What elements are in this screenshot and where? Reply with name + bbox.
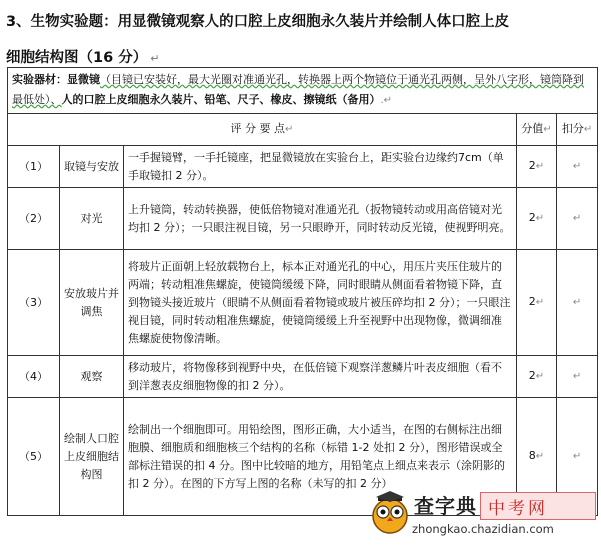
materials-tail: .↵ bbox=[380, 95, 393, 106]
row-deduct: ↵ bbox=[557, 356, 598, 398]
table-row bbox=[8, 250, 598, 356]
table-row bbox=[8, 356, 598, 398]
materials-label: 实验器材： bbox=[12, 73, 67, 86]
row-step-name: 观察 bbox=[60, 356, 124, 398]
title-line-2: 细胞结构图（16 分） bbox=[6, 50, 148, 66]
title-line-1: 3、生物实验题：用显微镜观察人的口腔上皮细胞永久装片并绘制人体口腔上皮 bbox=[6, 14, 510, 30]
row-description: 将玻片正面朝上轻放载物台上，标本正对通光孔的中心，用压片夹压住玻片的两端；转动粗准焦螺旋，使镜筒缓缓下降，同时眼睛从侧面看着物镜下降，直到物镜头接近玻片（眼睛不从侧面看着物镜或玻片被压碎均扣 2 分）；一只眼注视目镜，同时转动粗准焦螺旋，使镜筒缓缓上升至视野中出现物像，微调细准焦螺旋使物像清晰。 bbox=[124, 250, 517, 356]
row-index: （4） bbox=[8, 356, 60, 398]
paragraph-mark: ↵ bbox=[150, 52, 160, 65]
row-score: 2↵ bbox=[517, 146, 557, 188]
materials-microscope-note: （目镜已安装好，最大光圈对准通光孔，转换器上两个物镜位于通光孔两侧，呈外八字形，镜筒降到最低处）、 bbox=[12, 73, 584, 106]
materials-microscope: 显微镜 bbox=[67, 73, 100, 86]
row-deduct: ↵ bbox=[557, 188, 598, 250]
header-row bbox=[8, 114, 598, 146]
row-deduct: ↵ bbox=[557, 398, 598, 516]
row-deduct: ↵ bbox=[557, 250, 598, 356]
table-row bbox=[8, 146, 598, 188]
watermark-url: zhongkao.chazidian.com bbox=[412, 522, 554, 536]
site-watermark bbox=[370, 488, 598, 544]
row-description: 移动玻片，将物像移到视野中央，在低倍镜下观察洋葱鳞片叶表皮细胞（看不到洋葱表皮细胞物像的扣 2 分）。 bbox=[124, 356, 517, 398]
row-description: 绘制出一个细胞即可。用铅绘图，图形正确，大小适当，在图的右侧标注出细胞膜、细胞质和细胞核三个结构的名称（标错 1-2 处扣 2 分），图形错误或全部标注错误的扣 4 分。图中比较暗的地方，用铅笔点上细点来表示（涂阴影的扣 2 分）。在图的下方写上图的名称（未写的扣 2 分） bbox=[124, 398, 517, 516]
row-description: 一手握镜臂，一手托镜座，把显微镜放在实验台上，距实验台边缘约7cm（单手取镜扣 2 分）。 bbox=[124, 146, 517, 188]
row-deduct: ↵ bbox=[557, 146, 598, 188]
table-row bbox=[8, 188, 598, 250]
header-deduct: 扣分↵ bbox=[557, 114, 598, 146]
grading-table bbox=[7, 67, 598, 516]
row-step-name: 安放玻片并调焦 bbox=[60, 250, 124, 356]
row-index: （2） bbox=[8, 188, 60, 250]
header-score: 分值↵ bbox=[517, 114, 557, 146]
row-description: 上升镜筒，转动转换器，使低倍物镜对准通光孔（扳物镜转动或用高倍镜对光均扣 2 分）；一只眼注视目镜，另一只眼睁开，同时转动反光镜，使视野明亮。 bbox=[124, 188, 517, 250]
row-step-name: 取镜与安放 bbox=[60, 146, 124, 188]
row-index: （5） bbox=[8, 398, 60, 516]
header-criteria: 评 分 要 点↵ bbox=[8, 114, 517, 146]
row-score: 2↵ bbox=[517, 188, 557, 250]
row-index: （3） bbox=[8, 250, 60, 356]
row-score: 2↵ bbox=[517, 250, 557, 356]
materials-items: 人的口腔上皮细胞永久装片、铅笔、尺子、橡皮、擦镜纸（备用） bbox=[61, 93, 381, 106]
materials-cell bbox=[8, 68, 598, 114]
row-step-name: 对光 bbox=[60, 188, 124, 250]
materials-row bbox=[8, 68, 598, 114]
watermark-site: 中考网 bbox=[488, 499, 548, 519]
row-score: 8↵ bbox=[517, 398, 557, 516]
row-step-name: 绘制人口腔上皮细胞结构图 bbox=[60, 398, 124, 516]
watermark-name: 查字典 bbox=[414, 494, 477, 518]
row-score: 2↵ bbox=[517, 356, 557, 398]
row-index: （1） bbox=[8, 146, 60, 188]
owl-logo-icon bbox=[370, 490, 410, 540]
